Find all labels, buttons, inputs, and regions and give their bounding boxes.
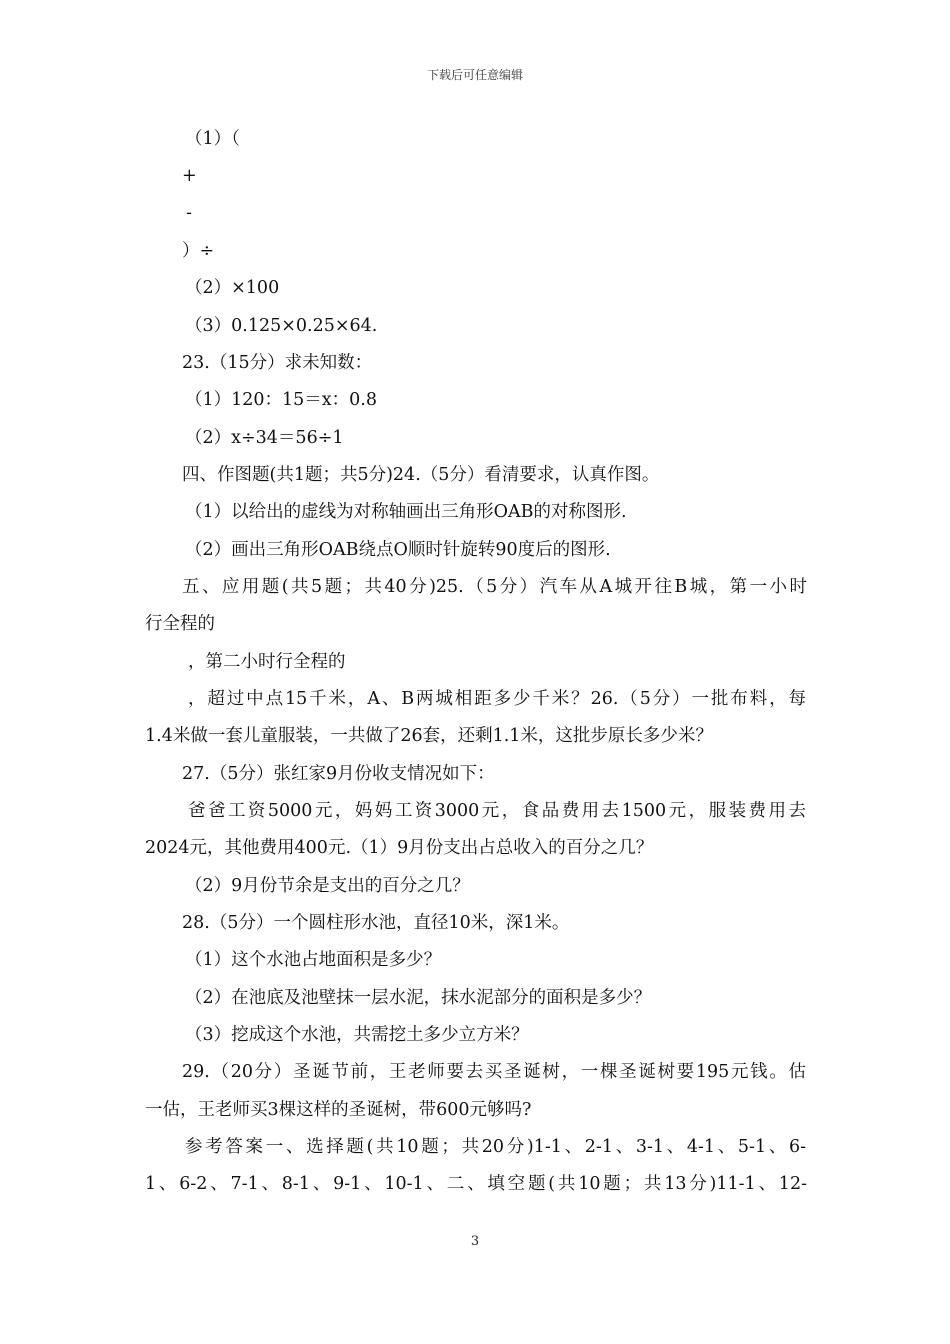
question-heading: 28.（5分）一个圆柱形水池，直径10米，深1米。	[182, 913, 570, 933]
text-line: （2）画出三角形OAB绕点O顺时针旋转90度后的图形.	[185, 540, 611, 560]
text-line: （2）×100	[185, 278, 280, 298]
text-line: ）÷	[182, 241, 215, 261]
text-line: 2024元，其他费用400元.（1）9月份支出占总收入的百分之几？	[145, 838, 654, 858]
text-line: 一估，王老师买3棵这样的圣诞树，带600元够吗?	[145, 1100, 532, 1120]
text-line: （2）x÷34＝56÷1	[185, 428, 344, 448]
text-line: 1、6-2、7-1、8-1、9-1、10-1、二、填空题(共10题；共13分)11-1、12-	[145, 1174, 807, 1194]
text-line: +	[182, 166, 197, 186]
page-header: 下载后可任意编辑	[426, 68, 523, 82]
question-heading: 27.（5分）张红家9月份收支情况如下：	[182, 764, 495, 784]
section-heading: 四、作图题(共1题；共5分)24.（5分）看清要求，认真作图。	[182, 465, 660, 485]
text-line: ，第二小时行全程的	[188, 652, 346, 672]
text-line: （1）这个水池占地面积是多少？	[185, 950, 442, 970]
answer-heading: 参考答案一、选择题(共10题；共20分)1-1、2-1、3-1、4-1、5-1、6-	[185, 1137, 806, 1157]
text-line: 爸爸工资5000元，妈妈工资3000元，食品费用去1500元，服装费用去	[188, 801, 806, 821]
question-heading: 29.（20分）圣诞节前，王老师要去买圣诞树，一棵圣诞树要195元钱。估	[182, 1062, 806, 1082]
page-number: 3	[470, 1234, 480, 1249]
text-line: （3）挖成这个水池，共需挖土多少立方米？	[185, 1025, 529, 1045]
text-line: （1）（	[185, 129, 240, 149]
question-heading: 23.（15分）求未知数：	[182, 353, 373, 373]
text-line: -	[186, 203, 192, 223]
text-line: （2）在池底及池壁抹一层水泥，抹水泥部分的面积是多少？	[185, 988, 652, 1008]
text-line: （3）0.125×0.25×64.	[185, 316, 378, 336]
text-line: （1）以给出的虚线为对称轴画出三角形OAB的对称图形.	[185, 502, 627, 522]
text-line: （1）120：15＝x：0.8	[185, 390, 378, 410]
text-line: 行全程的	[145, 614, 215, 634]
text-line: ，超过中点15千米，A、B两城相距多少千米？26.（5分）一批布料，每	[188, 689, 806, 709]
text-line: （2）9月份节余是支出的百分之几？	[185, 876, 470, 896]
text-line: 1.4米做一套儿童服装，一共做了26套，还剩1.1米，这批步原长多少米？	[145, 726, 713, 746]
section-heading: 五、应用题(共5题；共40分)25.（5分）汽车从A城开往B城，第一小时	[182, 577, 807, 597]
